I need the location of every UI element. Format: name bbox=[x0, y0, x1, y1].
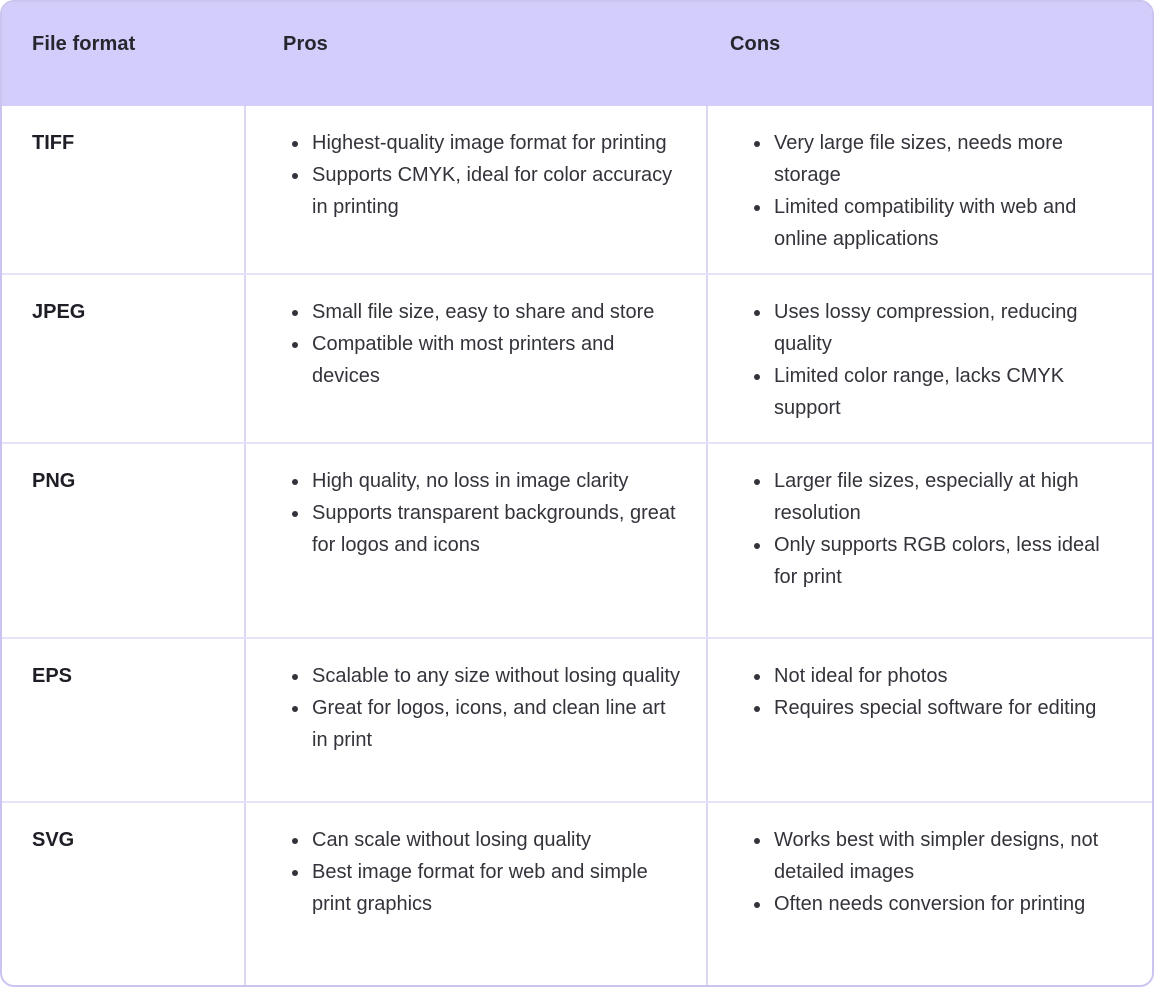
pros-list-item: • Small file size, easy to share and store bbox=[310, 296, 680, 328]
column-header-pros: Pros bbox=[283, 33, 328, 55]
pros-list bbox=[246, 465, 706, 561]
cons-list-item: • Requires special software for editing bbox=[772, 692, 1126, 724]
pros-list-item: • Highest-quality image format for printing bbox=[310, 127, 680, 159]
cons-cell bbox=[708, 639, 1152, 801]
cons-list-item: • Not ideal for photos bbox=[772, 660, 1126, 692]
format-name-label: PNG bbox=[2, 444, 246, 637]
format-name-label: EPS bbox=[2, 639, 246, 801]
cons-list bbox=[708, 465, 1152, 593]
format-name-label: JPEG bbox=[2, 275, 246, 442]
table-row bbox=[2, 106, 1152, 273]
format-name-label: TIFF bbox=[2, 106, 246, 273]
cons-list bbox=[708, 127, 1152, 255]
cons-cell bbox=[708, 803, 1152, 985]
pros-list-item: • Scalable to any size without losing quality bbox=[310, 660, 680, 692]
cons-cell bbox=[708, 444, 1152, 637]
cons-cell bbox=[708, 275, 1152, 442]
table-body bbox=[2, 106, 1152, 985]
column-header-cons: Cons bbox=[730, 33, 781, 55]
table-row bbox=[2, 637, 1152, 801]
table-header-row bbox=[2, 2, 1152, 106]
cons-list-item: • Often needs conversion for printing bbox=[772, 888, 1126, 920]
pros-list-item: • Best image format for web and simple print graphics bbox=[310, 856, 680, 920]
cons-list-item: • Limited color range, lacks CMYK support bbox=[772, 360, 1126, 424]
cons-list-item: • Larger file sizes, especially at high resolution bbox=[772, 465, 1126, 529]
pros-cell bbox=[246, 639, 708, 801]
pros-list-item: • Supports transparent backgrounds, great for logos and icons bbox=[310, 497, 680, 561]
format-name-label: SVG bbox=[2, 803, 246, 985]
table-row bbox=[2, 801, 1152, 985]
pros-cell bbox=[246, 444, 708, 637]
pros-cell bbox=[246, 803, 708, 985]
pros-list bbox=[246, 296, 706, 392]
pros-list-item: • Compatible with most printers and devices bbox=[310, 328, 680, 392]
table-row bbox=[2, 273, 1152, 442]
pros-cell bbox=[246, 106, 708, 273]
pros-list bbox=[246, 127, 706, 223]
table-row bbox=[2, 442, 1152, 637]
cons-list bbox=[708, 660, 1152, 724]
pros-list bbox=[246, 824, 706, 920]
cons-list bbox=[708, 824, 1152, 920]
cons-list bbox=[708, 296, 1152, 424]
pros-cell bbox=[246, 275, 708, 442]
cons-cell bbox=[708, 106, 1152, 273]
cons-list-item: • Works best with simpler designs, not detailed images bbox=[772, 824, 1126, 888]
cons-list-item: • Limited compatibility with web and online applications bbox=[772, 191, 1126, 255]
pros-list-item: • High quality, no loss in image clarity bbox=[310, 465, 680, 497]
cons-list-item: • Very large file sizes, needs more storage bbox=[772, 127, 1126, 191]
cons-list-item: • Uses lossy compression, reducing quality bbox=[772, 296, 1126, 360]
pros-list-item: • Supports CMYK, ideal for color accuracy in printing bbox=[310, 159, 680, 223]
column-header-file-format: File format bbox=[32, 33, 136, 55]
pros-list bbox=[246, 660, 706, 756]
pros-list-item: • Can scale without losing quality bbox=[310, 824, 680, 856]
pros-list-item: • Great for logos, icons, and clean line art in print bbox=[310, 692, 680, 756]
cons-list-item: • Only supports RGB colors, less ideal for print bbox=[772, 529, 1126, 593]
